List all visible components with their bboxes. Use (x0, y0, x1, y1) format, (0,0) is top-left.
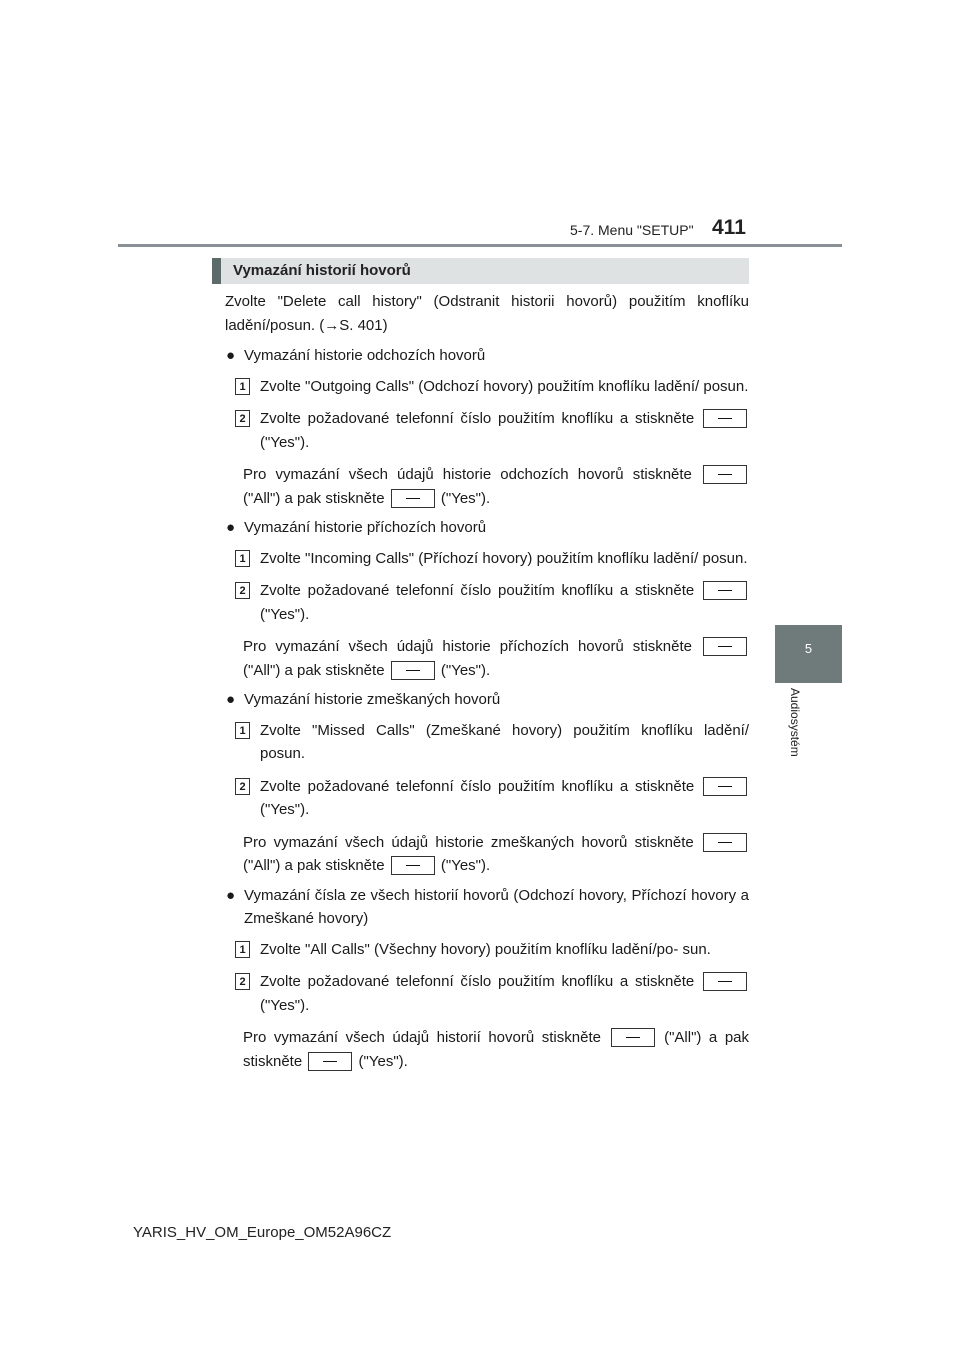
step-suffix: ("Yes"). (260, 996, 310, 1014)
intro-paragraph: Zvolte "Delete call history" (Odstranit historii hovorů) použitím knoflíku ladění/posun. (→S. 401) (225, 293, 749, 334)
bullet-item (225, 884, 749, 931)
section-heading-bar (212, 258, 749, 284)
note-text: Pro vymazání všech údajů historie příchozích hovorů stiskněte (243, 638, 692, 655)
step-text: Zvolte požadované telefonní číslo použitím knoflíku a stiskněte (260, 777, 695, 795)
step-text: Zvolte požadované telefonní číslo použitím knoflíku a stiskněte (260, 410, 695, 427)
note-mid: ("All") a pak stiskněte (243, 857, 385, 874)
step-number-icon: 1 (235, 941, 250, 958)
yes-key-icon (391, 856, 435, 875)
step-text: Zvolte "Missed Calls" (Zmeškané hovory) použitím knoflíku ladění/ posun. (260, 721, 749, 762)
step-1 (225, 938, 749, 962)
bullet-dot-icon: ● (226, 519, 236, 536)
bullet-item (225, 344, 749, 368)
all-key-icon (703, 465, 747, 484)
yes-key-icon (391, 489, 435, 508)
step-number-icon: 1 (235, 722, 250, 739)
note-paragraph (225, 463, 749, 510)
note-text: Pro vymazání všech údajů historií hovorů stiskněte (243, 1029, 601, 1046)
step-2 (225, 407, 749, 454)
yes-key-icon (703, 409, 747, 428)
header-divider (118, 244, 842, 247)
yes-key-icon (308, 1052, 352, 1071)
note-end: ("Yes"). (440, 661, 491, 679)
chapter-label (780, 688, 810, 798)
step-number-icon: 1 (235, 550, 250, 567)
header-section-title: 5-7. Menu "SETUP" (570, 222, 694, 238)
bullet-dot-icon: ● (226, 886, 236, 904)
note-paragraph (225, 831, 749, 878)
step-1 (225, 547, 749, 571)
bullet-dot-icon: ● (226, 691, 236, 708)
note-text: Pro vymazání všech údajů historie odchozích hovorů stiskněte (243, 466, 692, 483)
step-suffix: ("Yes"). (260, 801, 310, 818)
note-end: ("Yes"). (440, 857, 491, 874)
step-text: Zvolte "All Calls" (Všechny hovory) použitím knoflíku ladění/po- sun. (260, 940, 711, 958)
chapter-number: 5 (804, 641, 813, 656)
bullet-text: Vymazání historie odchozích hovorů (244, 347, 486, 364)
document-footer: YARIS_HV_OM_Europe_OM52A96CZ (133, 1224, 392, 1241)
chapter-tab (775, 625, 842, 683)
chapter-label-text: Audiosystém (788, 688, 802, 757)
bullet-text: Vymazání čísla ze všech historií hovorů (Odchozí hovory, Příchozí hovory a Zmeškané hovory) (244, 886, 749, 927)
note-text: Pro vymazání všech údajů historie zmeškaných hovorů stiskněte (243, 833, 694, 851)
bullet-item (225, 516, 749, 540)
step-text: Zvolte "Outgoing Calls" (Odchozí hovory) použitím knoflíku ladění/ posun. (260, 377, 749, 395)
note-paragraph (225, 1026, 749, 1073)
step-2 (225, 775, 749, 822)
all-key-icon (703, 833, 747, 852)
yes-key-icon (703, 777, 747, 796)
step-text: Zvolte "Incoming Calls" (Příchozí hovory) použitím knoflíku ladění/ posun. (260, 549, 748, 567)
main-content (225, 290, 749, 1079)
section-title: Vymazání historií hovorů (233, 262, 411, 279)
step-2 (225, 970, 749, 1017)
note-mid: ("All") a pak stiskněte (243, 661, 385, 679)
step-suffix: ("Yes"). (260, 433, 310, 451)
step-number-icon: 2 (235, 973, 250, 990)
all-key-icon (703, 637, 747, 656)
step-text: Zvolte požadované telefonní číslo použitím knoflíku a stiskněte (260, 973, 695, 990)
yes-key-icon (391, 661, 435, 680)
note-mid: ("All") a pak stiskněte (243, 1029, 750, 1070)
yes-key-icon (703, 581, 747, 600)
bullet-item (225, 688, 749, 712)
step-1 (225, 375, 749, 399)
all-key-icon (611, 1028, 655, 1047)
step-suffix: ("Yes"). (260, 605, 310, 623)
yes-key-icon (703, 972, 747, 991)
step-2 (225, 579, 749, 626)
step-number-icon: 2 (235, 410, 250, 427)
bullet-dot-icon: ● (226, 347, 236, 364)
note-end: ("Yes"). (440, 489, 491, 507)
page-number: 411 (712, 216, 746, 239)
bullet-text: Vymazání historie zmeškaných hovorů (244, 691, 501, 708)
step-number-icon: 1 (235, 378, 250, 395)
note-paragraph (225, 635, 749, 682)
step-number-icon: 2 (235, 582, 250, 599)
note-mid: ("All") a pak stiskněte (243, 489, 385, 507)
step-number-icon: 2 (235, 778, 250, 795)
note-end: ("Yes"). (358, 1052, 408, 1070)
step-text: Zvolte požadované telefonní číslo použitím knoflíku a stiskněte (260, 582, 695, 599)
bullet-text: Vymazání historie příchozích hovorů (244, 519, 487, 536)
step-1 (225, 719, 749, 766)
